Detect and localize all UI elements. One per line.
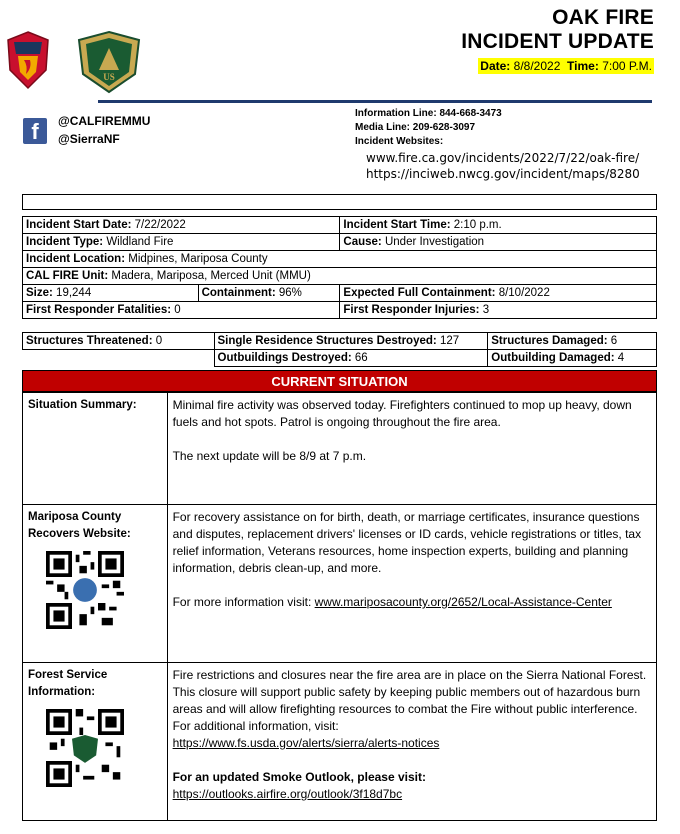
forest-service-shield-logo <box>77 30 141 94</box>
mariposa-text <box>167 505 656 663</box>
forest-service-text <box>167 663 656 821</box>
svg-text:US: US <box>103 72 115 82</box>
incident-details-table <box>22 216 657 319</box>
forest-service-qr-code-icon[interactable] <box>46 709 124 787</box>
social-handle-calfire[interactable]: @CALFIREMMU <box>58 114 151 128</box>
forest-service-cell <box>23 663 168 821</box>
situation-summary-text <box>167 393 656 505</box>
current-situation-header: CURRENT SITUATION <box>22 370 657 392</box>
media-line: Media Line: 209-628-3097 <box>355 122 476 133</box>
title-oak-fire: OAK FIRE <box>552 6 654 29</box>
information-line: Information Line: 844-668-3473 <box>355 108 502 119</box>
incident-websites-label: Incident Websites: <box>355 136 444 147</box>
start-time-cell: Incident Start Time: 2:10 p.m. <box>340 217 657 234</box>
incident-type-cell: Incident Type: Wildland Fire <box>23 234 340 251</box>
empty-cell <box>23 350 215 367</box>
date-value: 8/8/2022 <box>513 59 561 73</box>
location-cell: Incident Location: Midpines, Mariposa County <box>23 251 657 268</box>
situation-summary-label: Situation Summary: <box>23 393 168 505</box>
damaged-cell: Structures Damaged: 6 <box>488 333 657 350</box>
mariposa-label: Mariposa County Recovers Website: <box>28 511 131 540</box>
smoke-outlook-link[interactable]: https://outlooks.airfire.org/outlook/3f18d7bc <box>172 787 403 801</box>
facebook-icon[interactable]: f <box>23 118 47 144</box>
srs-destroyed-cell: Single Residence Structures Destroyed: 127 <box>214 333 488 350</box>
summary-paragraph: Minimal fire activity was observed today. Firefighters continued to mop up heavy, down fuels and hot spots. Patrol is ongoing throughout the fire area. <box>172 398 632 429</box>
cal-fire-logo <box>6 30 50 90</box>
mariposa-paragraph: For recovery assistance on for birth, death, or marriage certificates, insurance questions and disputes, replacement drivers' licenses or ID cards, vehicle registrations or titles, tax relief information, Veterans resources, home inspection experts, building and planning information, debris clean-up, and more. <box>172 510 642 575</box>
title-incident-update: INCIDENT UPDATE <box>461 30 654 53</box>
outbuilding-damaged-cell: Outbuilding Damaged: 4 <box>488 350 657 367</box>
social-handle-sierranf[interactable]: @SierraNF <box>58 132 120 146</box>
smoke-outlook-label: For an updated Smoke Outlook, please visit: <box>172 770 426 784</box>
cause-cell: Cause: Under Investigation <box>340 234 657 251</box>
header-divider <box>98 100 652 103</box>
forest-service-link[interactable]: https://www.fs.usda.gov/alerts/sierra/alerts-notices <box>172 736 440 750</box>
next-update-paragraph: The next update will be 8/9 at 7 p.m. <box>172 449 367 463</box>
mariposa-link[interactable]: www.mariposacounty.org/2652/Local-Assistance-Center <box>314 595 612 609</box>
mariposa-qr-code-icon[interactable] <box>46 551 124 629</box>
size-cell: Size: 19,244 <box>23 285 199 302</box>
containment-cell: Containment: 96% <box>198 285 340 302</box>
start-date-cell: Incident Start Date: 7/22/2022 <box>23 217 340 234</box>
injuries-cell: First Responder Injuries: 3 <box>340 302 657 319</box>
structures-table <box>22 332 657 367</box>
full-containment-cell: Expected Full Containment: 8/10/2022 <box>340 285 657 302</box>
spacer-table <box>22 194 657 210</box>
unit-cell: CAL FIRE Unit: Madera, Mariposa, Merced Unit (MMU) <box>23 268 657 285</box>
website-link-calfire[interactable]: www.fire.ca.gov/incidents/2022/7/22/oak-fire/ <box>366 151 640 165</box>
date-time-line <box>478 58 654 74</box>
situation-table <box>22 392 657 821</box>
time-label: Time: <box>567 59 599 73</box>
forest-service-paragraph: Fire restrictions and closures near the fire area are in place on the Sierra National Forest. This closure will support public safety by keeping public members out of hazardous burn areas and will allow firefighting resources to combat the Fire without public interference. For additional information, visit: <box>172 668 647 733</box>
mariposa-cell <box>23 505 168 663</box>
date-label: Date: <box>480 59 511 73</box>
fatalities-cell: First Responder Fatalities: 0 <box>23 302 340 319</box>
threatened-cell: Structures Threatened: 0 <box>23 333 215 350</box>
time-value: 7:00 P.M. <box>602 59 652 73</box>
website-link-inciweb[interactable]: https://inciweb.nwcg.gov/incident/maps/8280 <box>366 167 640 181</box>
outbuildings-destroyed-cell: Outbuildings Destroyed: 66 <box>214 350 488 367</box>
mariposa-more-info: For more information visit: www.mariposacounty.org/2652/Local-Assistance-Center <box>172 595 612 609</box>
forest-service-label: Forest Service Information: <box>28 669 108 698</box>
